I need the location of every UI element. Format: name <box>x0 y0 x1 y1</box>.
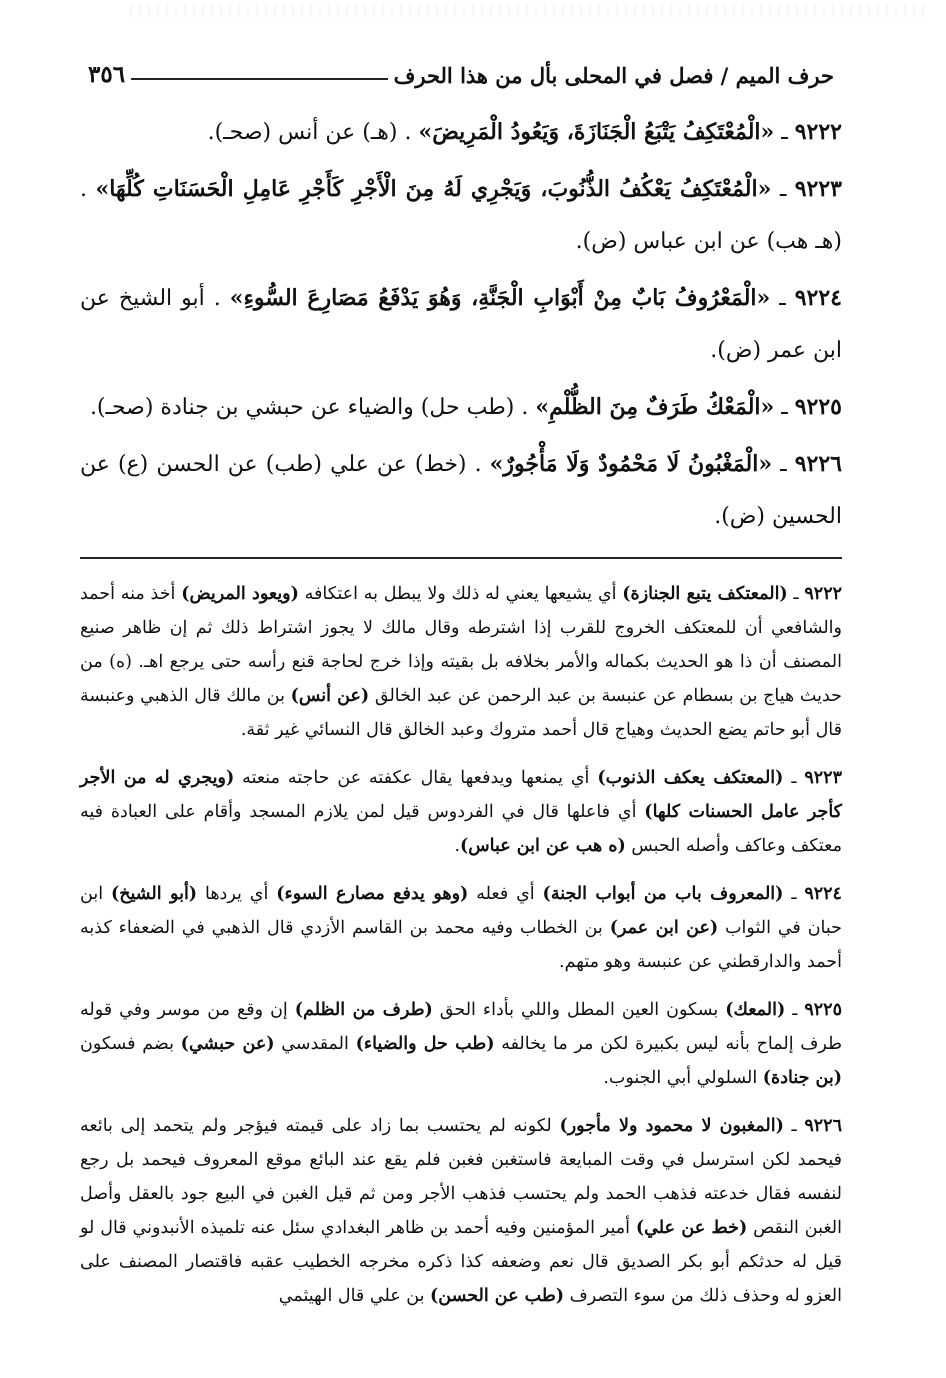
commentary-section <box>80 577 842 1313</box>
hadith-number: ٩٢٢٥ <box>794 394 842 420</box>
hadith-source: . (طب حل) والضياء عن حبشي بن جنادة (صحـ). <box>89 395 529 420</box>
commentary-segment: أي يشيعها يعني له ذلك ولا يبطل به اعتكافه <box>298 584 623 604</box>
commentary-segment: ابن حبان في الثواب <box>80 884 842 938</box>
commentary-entry <box>80 993 842 1095</box>
commentary-segment: أخذ منه أحمد والشافعي أن للمعتكف الخروج للقرب إذا اشترطه وقال مالك لا يجوز اشتراط ذلك ثم إن ظاهر صنيع المصنف أن ذا هو الحديث بكماله والأمر بخلافه بل بقيته وإذا خرج لحاجة قنع رأسه حتى يرجع اهـ. (ه) من حديث هياج بن بسطام عن عنبسة بن عبد الرحمن عن عبد الخالق <box>80 584 842 706</box>
hadith-text: «الْمَعْكُ طَرَفٌ مِنَ الظُّلْمِ» <box>535 394 775 420</box>
commentary-body <box>80 884 842 972</box>
hadith-text: «الْمُعْتَكِفُ يَتْبَعُ الْجَنَازَةَ، وَيَعُودُ الْمَرِيضَ» <box>418 119 775 145</box>
commentary-segment: أي فاعلها قال في الفردوس قيل لمن يلازم المسجد وأقام على العبادة فيه معتكف وعاكف وأصله الحبس <box>80 802 842 856</box>
bold-quote-segment: (المعروف باب من أبواب الجنة) <box>542 884 784 904</box>
bold-quote-segment: (عن حبشي) <box>180 1034 275 1054</box>
hadith-text: «الْمَعْرُوفُ بَابٌ مِنْ أَبْوَابِ الْجَنَّةِ، وَهُوَ يَدْفَعُ مَصَارِعَ السُّوءِ» <box>229 285 771 311</box>
bold-quote-segment: (بن جنادة) <box>762 1068 842 1088</box>
bold-quote-segment: (المعتكف يتبع الجنازة) <box>622 584 788 604</box>
commentary-segment: بسكون العين المطل واللي بأداء الحق <box>432 1000 726 1020</box>
commentary-segment: السلولي أبي الجنوب. <box>603 1068 763 1088</box>
commentary-segment: بن الخطاب وفيه محمد بن القاسم الأزدي قال الذهبي في الضعفاء كذبه أحمد والدارقطني عن عنبسة وهو متهم. <box>80 918 842 972</box>
commentary-number: ٩٢٢٥ <box>804 1000 842 1020</box>
dash: ـ <box>783 1116 797 1136</box>
bold-quote-segment: (ويعود المريض) <box>181 584 299 604</box>
dash: ـ <box>787 584 799 604</box>
commentary-segment: بن مالك قال الذهبي وعنبسة قال أبو حاتم يضع الحديث وهياج قال أحمد متروك وعبد الخالق قال النسائي غير ثقة. <box>80 686 842 740</box>
header-rule <box>131 78 388 80</box>
commentary-number: ٩٢٢٤ <box>804 884 842 904</box>
commentary-segment: أمير المؤمنين وفيه أحمد بن ظاهر البغدادي سئل عنه تلميذه الأنبدوني قال لو قيل له حدثكم أبو بكر الصديق قال نعم وضعفه كذا ذكره مخرجه الخطيب عقبه فاقتصار المصنف على العزو له وحذف ذلك من سوء التصرف <box>80 1218 842 1306</box>
commentary-number: ٩٢٢٣ <box>804 768 842 788</box>
commentary-segment: بضم فسكون <box>80 1034 181 1054</box>
hadith-entry <box>80 381 842 434</box>
commentary-entry <box>80 577 842 747</box>
bold-quote-segment: (خط عن علي) <box>635 1218 748 1238</box>
bold-quote-segment: (عن أنس) <box>290 686 370 706</box>
dash: ـ <box>770 286 786 311</box>
hadith-source: . أبو الشيخ عن ابن عمر (ض). <box>80 286 842 363</box>
dash: ـ <box>785 1000 798 1020</box>
commentary-segment: بن علي قال الهيثمي <box>278 1286 430 1306</box>
hadith-entry <box>80 272 842 377</box>
commentary-body <box>80 768 842 856</box>
hadith-entry <box>80 163 842 268</box>
commentary-entry <box>80 877 842 979</box>
commentary-segment: إن وقع من موسر وفي قوله طرف إلماح بأنه ليس بكبيرة لكن مر ما يخالفه <box>80 1000 843 1054</box>
hadith-source: . (هـ هب) عن ابن عباس (ض). <box>80 177 842 254</box>
bold-quote-segment: (طب عن الحسن) <box>430 1286 565 1306</box>
bold-quote-segment: (ويجري له من الأجر كأجر عامل الحسنات كلها) <box>80 768 842 822</box>
hadith-number: ٩٢٢٣ <box>794 176 842 202</box>
commentary-segment: . <box>454 836 461 856</box>
running-header <box>80 52 842 88</box>
hadith-source: . (خط) عن علي (طب) عن الحسن (ع) عن الحسين (ض). <box>80 452 842 529</box>
footnote-divider <box>80 557 842 559</box>
hadith-number: ٩٢٢٤ <box>794 285 842 311</box>
commentary-segment: المقدسي <box>274 1034 356 1054</box>
commentary-body <box>80 1116 842 1306</box>
hadith-text: «الْمَغْبُونُ لَا مَحْمُودٌ وَلَا مَأْجُورٌ» <box>489 451 773 477</box>
hadith-section <box>80 106 842 543</box>
dash: ـ <box>772 452 787 477</box>
chapter-title: حرف الميم / فصل في المحلى بأل من هذا الحرف <box>393 63 834 88</box>
dash: ـ <box>774 395 788 420</box>
dash: ـ <box>771 177 787 202</box>
commentary-body <box>80 584 842 740</box>
hadith-number: ٩٢٢٦ <box>794 451 842 477</box>
commentary-segment: أي يردها <box>197 884 277 904</box>
dash: ـ <box>774 120 788 145</box>
bold-quote-segment: (عن ابن عمر) <box>609 918 719 938</box>
bold-quote-segment: (أبو الشيخ) <box>110 884 198 904</box>
bold-quote-segment: (ه هب عن ابن عباس) <box>460 836 626 856</box>
bold-quote-segment: (المعك) <box>725 1000 786 1020</box>
bold-quote-segment: (طرف من الظلم) <box>294 1000 433 1020</box>
bold-quote-segment: (وهو يدفع مصارع السوء) <box>276 884 469 904</box>
hadith-number: ٩٢٢٢ <box>794 119 842 145</box>
bold-quote-segment: (طب حل والضياء) <box>355 1034 495 1054</box>
commentary-segment: أي يمنعها ويدفعها يقال عكفته عن حاجته منعته <box>234 768 598 788</box>
commentary-segment: لكونه لم يحتسب بما زاد على قيمته فيؤجر ولم يتحمد إلى بائعه فيحمد لكن استرسل في وقت المبايعة فاستغبن فغبن فلم يقع عند البائع موقع المعروف فيحمد بل رجع لنفسه فقال خدعته فذهب الحمد ولم يحتسب فذهب الأجر ومن ثم قيل الغبن في البيع جود بالعقل وأصل الغبن النقص <box>80 1116 842 1238</box>
bold-quote-segment: (المعتكف يعكف الذنوب) <box>597 768 784 788</box>
hadith-entry <box>80 438 842 543</box>
commentary-number: ٩٢٢٦ <box>804 1116 842 1136</box>
hadith-text: «الْمُعْتَكِفُ يَعْكُفُ الذُّنُوبَ، وَيَجْرِي لَهُ مِنَ الْأَجْرِ كَأَجْرِ عَامِلِ الْحَسَنَاتِ كُلِّهَا» <box>95 176 772 202</box>
commentary-number: ٩٢٢٢ <box>804 584 842 604</box>
page-number: ٣٥٦ <box>88 61 126 88</box>
dash: ـ <box>783 884 797 904</box>
commentary-segment: أي فعله <box>468 884 543 904</box>
hadith-source: . (هـ) عن أنس (صحـ). <box>207 120 412 145</box>
dash: ـ <box>783 768 797 788</box>
commentary-entry <box>80 1109 842 1313</box>
hadith-entry <box>80 106 842 159</box>
commentary-body <box>80 1000 842 1088</box>
bold-quote-segment: (المغبون لا محمود ولا مأجور) <box>559 1116 784 1136</box>
commentary-entry <box>80 761 842 863</box>
